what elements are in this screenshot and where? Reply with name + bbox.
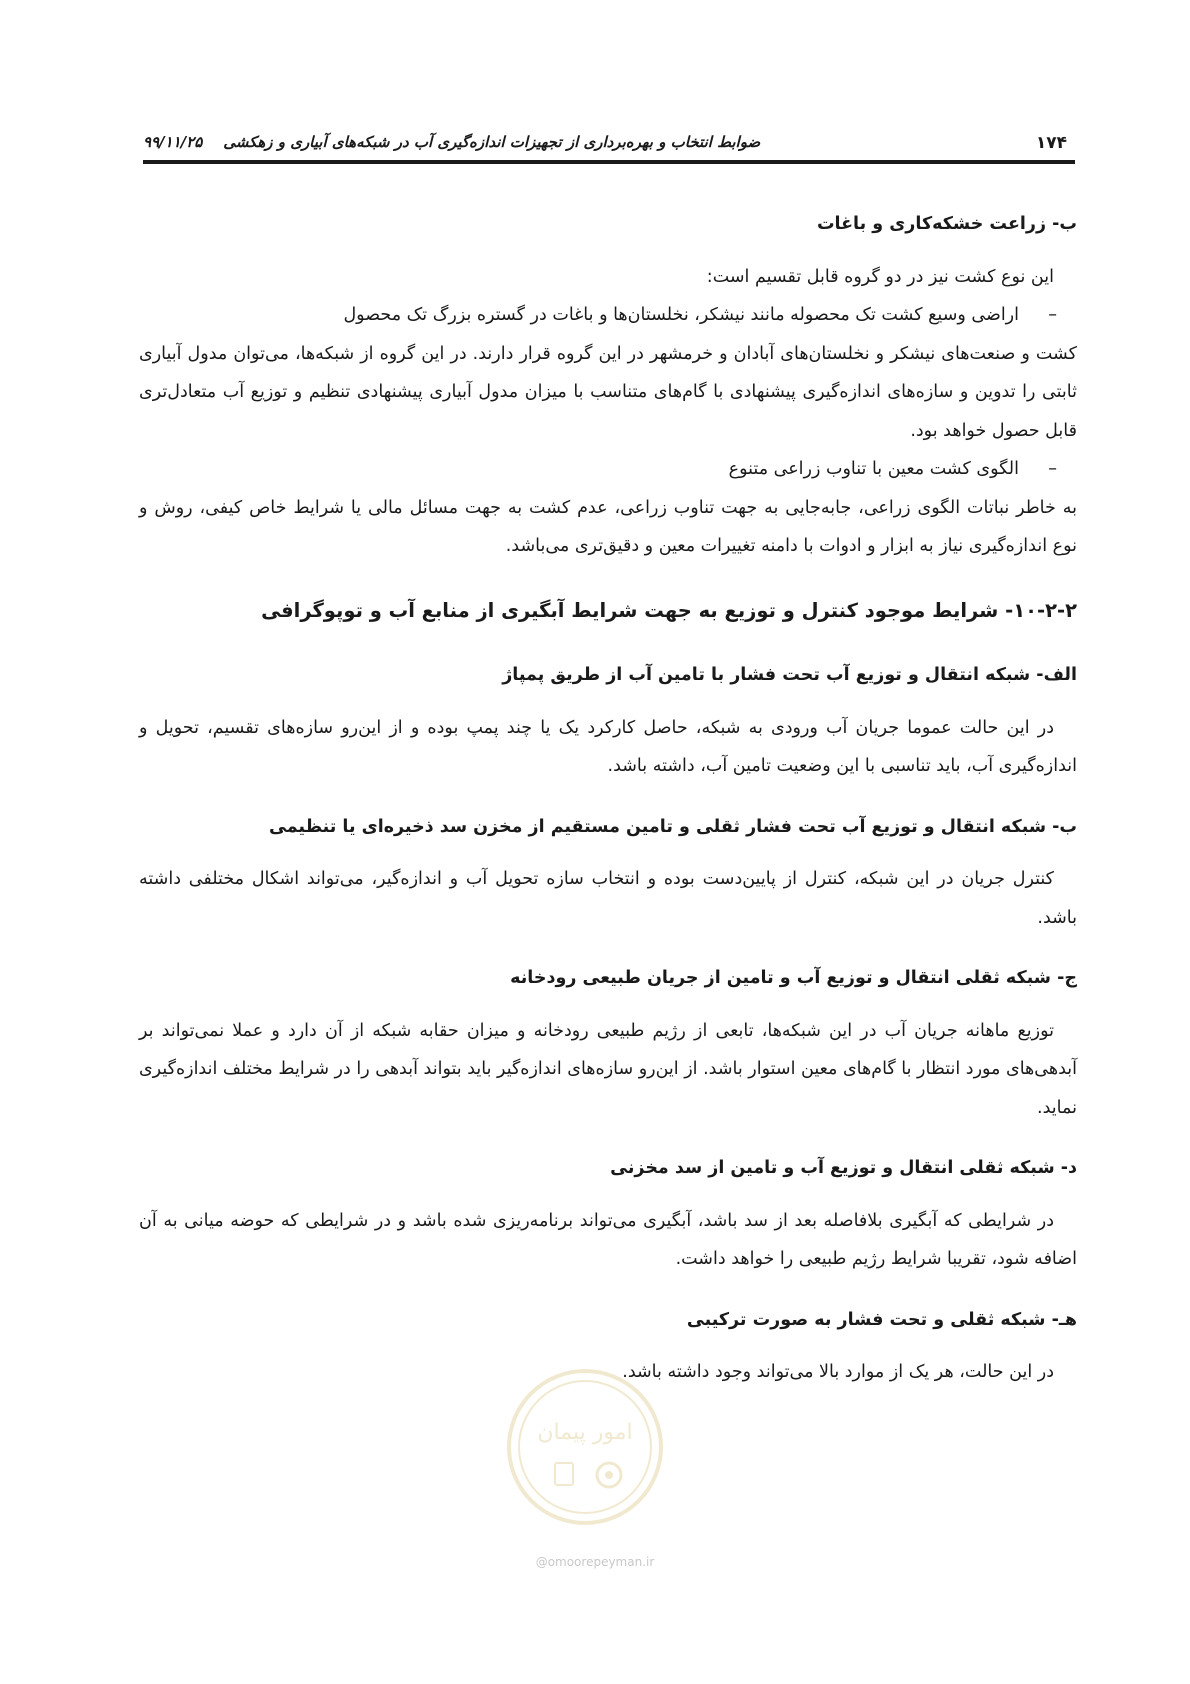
watermark-logo-text: امور پیمان	[537, 1420, 633, 1445]
bullet-item-1	[139, 296, 1077, 335]
paragraph-dal: در شرایطی که آبگیری بلافاصله بعد از سد باشد، آبگیری می‌تواند برنامه‌ریزی شده باشد و در شرایطی که حوضه میانی به آن اضافه شود، تقریبا شرایط رژیم طبیعی را خواهد داشت.	[139, 1210, 1077, 1269]
subheading-dry-farming: ب- زراعت خشکه‌کاری و باغات	[816, 214, 1077, 234]
header-rule	[143, 160, 1075, 164]
paragraph-jim: توزیع ماهانه جریان آب در این شبکه‌ها، تابعی از رژیم طبیعی رودخانه و میزان حقابه شبکه از آن دارد و عملا نمی‌تواند بر آبدهی‌های مورد انتظار با گام‌های معین استوار باشد. از این‌رو سازه‌های اندازه‌گیر باید بتواند آبدهی را در شرایط مختلف اندازه‌گیری نماید.	[138, 1020, 1077, 1118]
subheading-be: ب- شبکه انتقال و توزیع آب تحت فشار ثقلی و تامین مستقیم از مخزن سد ذخیره‌ای یا تنظیمی	[269, 816, 1077, 837]
subheading-jim: ج- شبکه ثقلی انتقال و توزیع آب و تامین از جریان طبیعی رودخانه	[510, 968, 1077, 988]
paragraph-he: در این حالت، هر یک از موارد بالا می‌تواند وجود داشته باشد.	[622, 1362, 1054, 1382]
watermark-logo-icon	[505, 1367, 665, 1527]
subheading-dal: د- شبکه ثقلی انتقال و توزیع آب و تامین از سد مخزنی	[610, 1158, 1077, 1178]
bullet-2-text: الگوی کشت معین با تناوب زراعی متنوع	[728, 459, 1019, 479]
bullet-dash: –	[1048, 305, 1057, 325]
page-number: ۱۷۴	[1035, 133, 1067, 153]
bullet-1-continuation: کشت و صنعت‌های نیشکر و نخلستان‌های آبادان و خرمشهر در این گروه قرار دارند. در این گروه از شبکه‌ها، می‌توان مدول آبیاری ثابتی را تدوین و سازه‌های اندازه‌گیری پیشنهادی با گام‌های متناسب با میزان مدول آبیاری پیشنهادی تنظیم و توزیع آب متعادل‌تری قابل حصول خواهد بود.	[139, 343, 1077, 441]
main-content	[139, 205, 1077, 1392]
bullet-item-2	[139, 450, 1077, 489]
paragraph-intro: این نوع کشت نیز در دو گروه قابل تقسیم است:	[706, 266, 1054, 287]
section-heading-10-2-2: ۱۰-۲-۲- شرایط موجود کنترل و توزیع به جهت شرایط آبگیری از منابع آب و توپوگرافی	[261, 598, 1077, 622]
bullet-dash: –	[1048, 459, 1057, 479]
subheading-he: هـ- شبکه ثقلی و تحت فشار به صورت ترکیبی	[686, 1309, 1077, 1330]
bullet-2-continuation: به خاطر نباتات الگوی زراعی، جابه‌جایی به جهت تناوب زراعی، عدم کشت به جهت مسائل مالی یا شرایط خاص کیفی، روش و نوع اندازه‌گیری نیاز به ابزار و ادوات با دامنه تغییرات معین و دقیق‌تری می‌باشد.	[139, 497, 1077, 556]
subheading-alef: الف- شبکه انتقال و توزیع آب تحت فشار با تامین آب از طریق پمپاژ	[502, 665, 1077, 685]
bullet-1-text: اراضی وسیع کشت تک محصوله مانند نیشکر، نخلستان‌ها و باغات در گستره بزرگ تک محصول	[343, 305, 1019, 325]
watermark-site-text: @omoorepeyman.ir	[535, 1555, 655, 1569]
running-title-date: ۹۹/۱۱/۲۵	[143, 133, 203, 151]
page-header	[143, 128, 1075, 164]
paragraph-be: کنترل جریان در این شبکه، کنترل از پایین‌دست بوده و انتخاب سازه تحویل آب و اندازه‌گیر، می‌تواند اشکال مختلفی داشته باشد.	[139, 869, 1077, 928]
running-title	[143, 133, 760, 151]
running-title-text: ضوابط انتخاب و بهره‌برداری از تجهیزات اندازه‌گیری آب در شبکه‌های آبیاری و زهکشی	[223, 133, 761, 151]
paragraph-alef: در این حالت عموما جریان آب ورودی به شبکه، حاصل کارکرد یک یا چند پمپ بوده و از این‌رو سازه‌های تقسیم، تحویل و اندازه‌گیری آب، باید تناسبی با این وضعیت تامین آب، داشته باشد.	[139, 717, 1077, 776]
